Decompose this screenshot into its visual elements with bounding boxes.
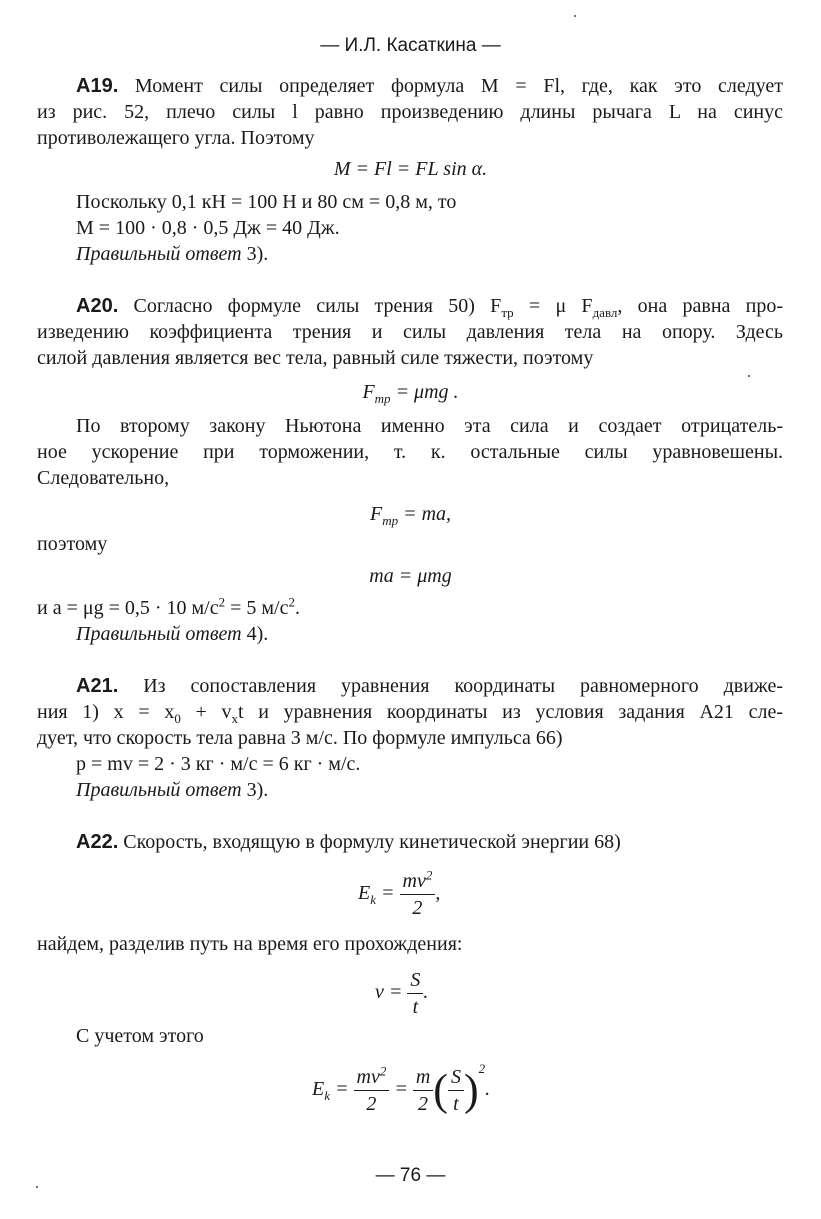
a22-formula-2: v = $\frac{S}{t}$ .	[375, 968, 429, 1018]
a20-line-7: поэтому	[37, 533, 108, 555]
a19-answer: Правильный ответ 3).	[76, 243, 269, 265]
a20-line-3: силой давления является вес тела, равный силе тяжести, поэтому	[37, 347, 594, 369]
a20-formula-2: $F_{тр}$ = ma,	[369, 503, 452, 528]
a22-line-1: А22. Скорость, входящую в формулу кинетической энергии 68)	[76, 831, 621, 853]
a22-line-2: найдем, разделив путь на время его прохождения:	[37, 933, 463, 955]
a20-line-2: изведению коэффициента трения и силы давления тела на опору. Здесь	[37, 321, 783, 343]
a20-line-5: ное ускорение при торможении, т. к. остальные силы уравновешены.	[37, 441, 783, 463]
a19-formula: M = Fl = FL sin α.	[333, 158, 488, 180]
scan-speck	[574, 15, 576, 17]
a20-formula-1: $F_{тр} = \mu mg$ .	[362, 381, 459, 406]
a20-line-4: По второму закону Ньютона именно эта сила и создает отрицатель-	[76, 415, 783, 437]
page-number: — 76 —	[375, 1165, 446, 1186]
answer-label: Правильный ответ	[76, 623, 242, 645]
a22-label: А22.	[76, 831, 119, 853]
a19-line-2: из рис. 52, плечо силы l равно произведению длины рычага L на синус	[37, 101, 783, 123]
a22-formula-1: $E_k$ = $\frac{mv^2}{2}$ ,	[358, 867, 441, 919]
a21-label: А21.	[76, 675, 119, 697]
a19-line-1: А19. Момент силы определяет формула M = Fl, где, как это следует	[76, 75, 784, 97]
a21-line-3: дует, что скорость тела равна 3 м/с. По формуле импульса 66)	[37, 727, 563, 749]
a20-line-6: Следовательно,	[37, 467, 170, 489]
scan-speck	[36, 1186, 38, 1188]
a20-formula-3: ma = μmg	[369, 565, 452, 587]
a21-answer: Правильный ответ 3).	[76, 779, 269, 801]
a21-line-2: ния 1) $x = x_0 + v_xt$ и уравнения координаты из условия задания А21 сле-	[37, 701, 784, 726]
a20-answer: Правильный ответ 4).	[76, 623, 269, 645]
formula-ek-symbol: $E_k$ =	[358, 882, 395, 907]
a19-line-3: противолежащего угла. Поэтому	[37, 127, 315, 149]
a20-line-1: А20. Согласно формуле силы трения 50) $F_{тр} = \mu$ $F_{давл}$, она равна про-	[76, 295, 784, 320]
a21-line-4: p = mv = 2 · 3 кг · м/с = 6 кг · м/с.	[76, 753, 361, 775]
a19-line-4: Поскольку 0,1 кН = 100 Н и 80 см = 0,8 м, то	[76, 191, 457, 213]
answer-label: Правильный ответ	[76, 779, 242, 801]
a20-line-8: и a = μg = 0,5 · 10 $м/с^2 = 5$ $м/с^2$.	[37, 594, 300, 619]
running-header: — И.Л. Касаткина —	[320, 35, 501, 56]
a20-label: А20.	[76, 295, 119, 317]
answer-label: Правильный ответ	[76, 243, 242, 265]
a22-line-3: С учетом этого	[76, 1025, 204, 1047]
a19-label: А19.	[76, 75, 119, 97]
scan-speck	[748, 375, 750, 377]
a19-line-5: M = 100 · 0,8 · 0,5 Дж = 40 Дж.	[76, 217, 340, 239]
a22-formula-3: $E_k$ = $\frac{mv^2}{2}$ = $\frac{m}{2}$ ( $\frac{S}{t}$ )$^2$.	[312, 1061, 491, 1115]
a21-line-1: А21. Из сопоставления уравнения координаты равномерного движе-	[76, 675, 783, 697]
